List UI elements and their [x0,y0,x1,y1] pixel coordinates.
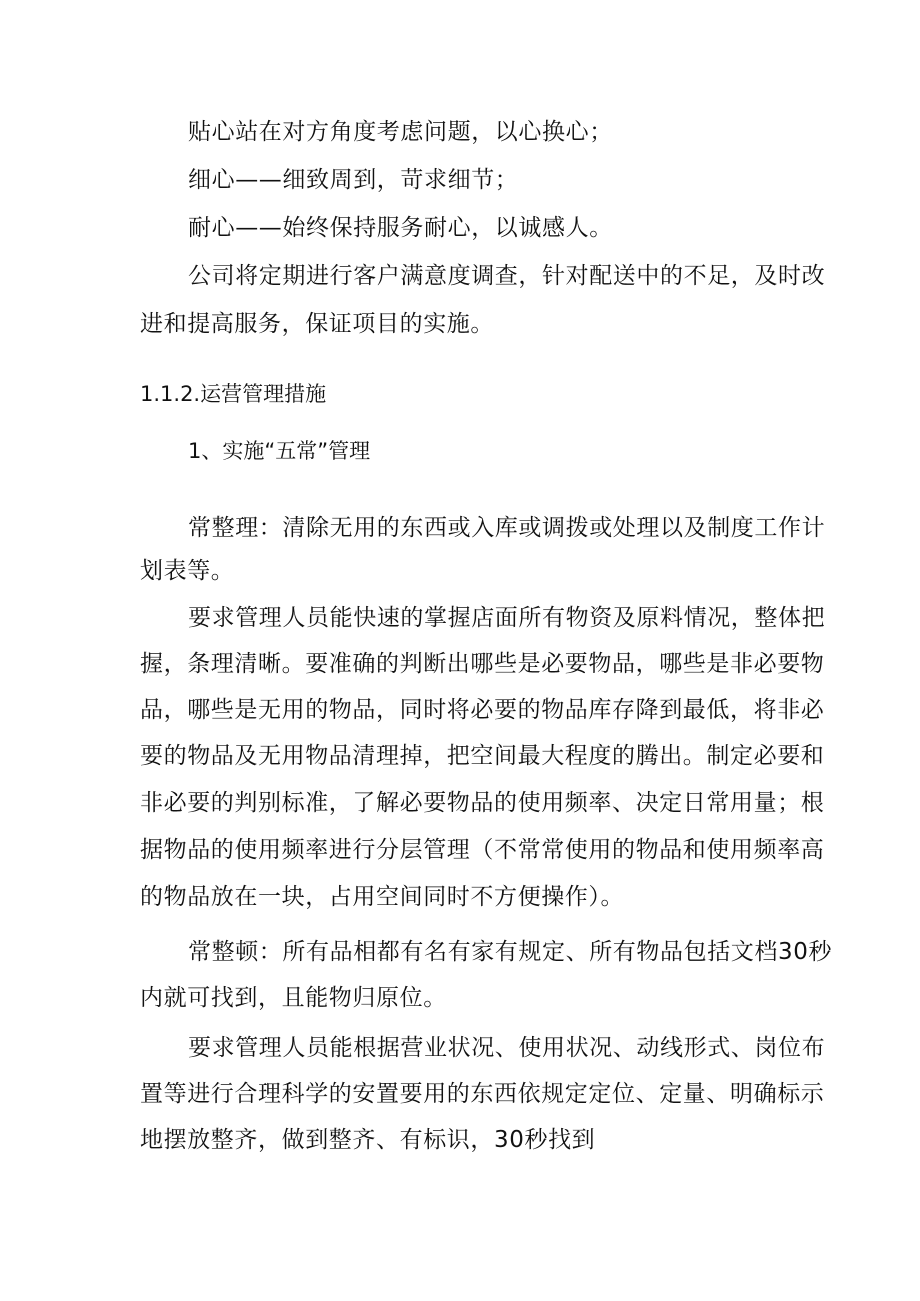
section-heading: 1.1.2.运营管理措施 [140,382,327,406]
paragraph-line: 要求管理人员能快速的掌握店面所有物资及原料情况，整体把 [188,605,826,631]
paragraph-line: 要的物品及无用物品清理掉，把空间最大程度的腾出。制定必要和 [140,743,825,769]
body-line: 耐心——始终保持服务耐心，以诚感人。 [188,215,613,241]
paragraph-line: 握，条理清晰。要准确的判断出哪些是必要物品，哪些是非必要物 [140,651,825,677]
body-line: 贴心站在对方角度考虑问题，以心换心； [188,119,613,145]
paragraph-line: 据物品的使用频率进行分层管理（不常常使用的物品和使用频率高 [140,837,825,863]
body-line: 进和提高服务，保证项目的实施。 [140,311,494,337]
paragraph-line: 置等进行合理科学的安置要用的东西依规定定位、定量、明确标示 [140,1081,825,1107]
paragraph-line: 品，哪些是无用的物品，同时将必要的物品库存降到最低，将非必 [140,697,825,723]
paragraph-line: 内就可找到，且能物归原位。 [140,985,447,1011]
paragraph-line: 非必要的判别标准，了解必要物品的使用频率、决定日常用量；根 [140,790,825,816]
body-line: 公司将定期进行客户满意度调查，针对配送中的不足，及时改 [188,263,826,289]
body-line: 细心——细致周到，苛求细节； [188,167,519,193]
paragraph-line: 划表等。 [140,558,235,584]
paragraph-line: 常整理：清除无用的东西或入库或调拨或处理以及制度工作计 [188,515,826,541]
subheading: 1、实施“五常”管理 [188,439,371,463]
paragraph-line: 的物品放在一块，占用空间同时不方便操作）。 [140,884,625,910]
paragraph-line: 常整顿：所有品相都有名有家有规定、所有物品包括文档30秒 [188,939,833,965]
paragraph-line: 地摆放整齐，做到整齐、有标识，30秒找到 [140,1127,596,1153]
paragraph-line: 要求管理人员能根据营业状况、使用状况、动线形式、岗位布 [188,1035,826,1061]
